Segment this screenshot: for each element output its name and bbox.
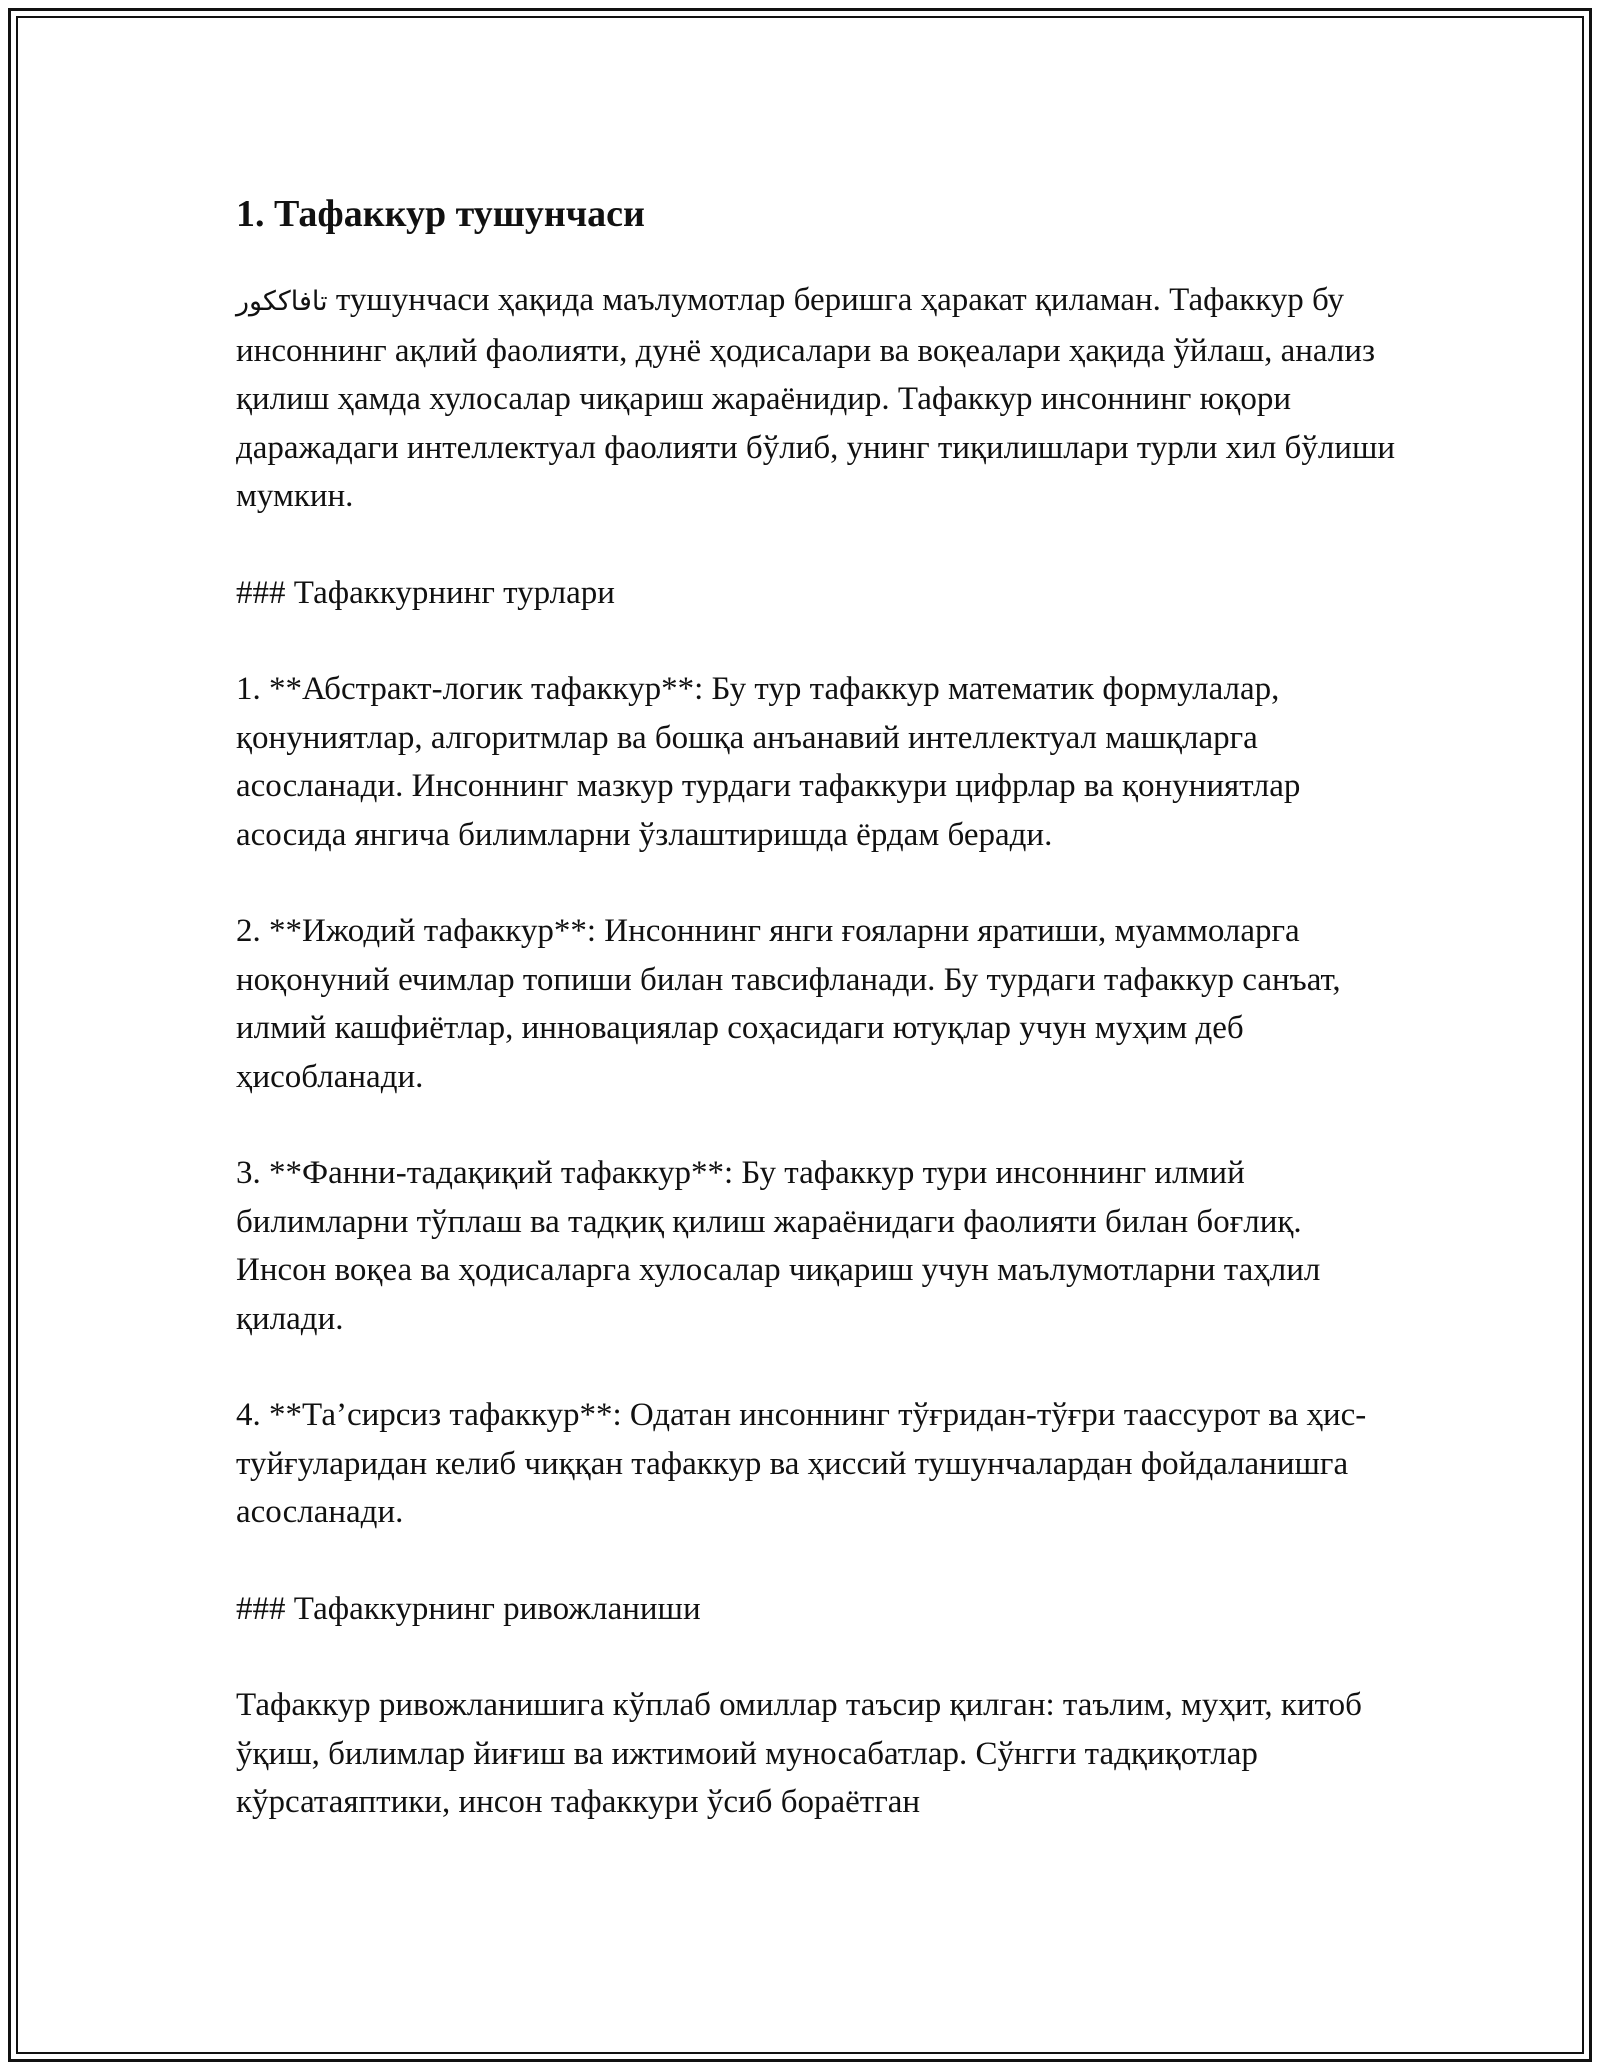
intro-paragraph <box>236 276 1396 521</box>
section-heading-development: ### Тафаккурнинг ривожланиши <box>236 1590 701 1627</box>
document-body <box>236 190 1396 1827</box>
development-paragraph: Тафаккур ривожланишига кўплаб омиллар таъсир қилган: таълим, муҳит, китоб ўқиш, билимлар йиғиш ва ижтимоий муносабатлар. Сўнгги тадқиқотлар кўрсатаяптики, инсон тафаккури ўсиб бораётган <box>236 1687 1362 1820</box>
document-title: 1. Тафаккур тушунчаси <box>236 193 645 235</box>
section-heading-types: ### Тафаккурнинг турлари <box>236 574 615 611</box>
intro-arabic-word: تافاككور <box>236 286 328 317</box>
list-item-direct: 4. **Та’сирсиз тафаккур**: Одатан инсоннинг тўғридан-тўғри таассурот ва ҳис-туйғуларидан келиб чиққан тафаккур ва ҳиссий тушунчалардан фойдаланишга асосланади. <box>236 1397 1367 1530</box>
list-item-creative: 2. **Ижодий тафаккур**: Инсоннинг янги ғояларни яратиши, муаммоларга ноқонуний ечимлар топиши билан тавсифланади. Бу турдаги тафаккур санъат, илмий кашфиётлар, инновациялар соҳасидаги ютуқлар учун муҳим деб ҳисобланади. <box>236 913 1341 1095</box>
intro-text: тушунчаси ҳақида маълумотлар беришга ҳаракат қиламан. Тафаккур бу инсоннинг ақлий фаолияти, дунё ҳодисалари ва воқеалари ҳақида ўйлаш, анализ қилиш ҳамда хулосалар чиқариш жараёнидир. Тафаккур инсоннинг юқори даражадаги интеллектуал фаолияти бўлиб, унинг тиқилишлари турли хил бўлиши мумкин. <box>236 282 1396 514</box>
list-item-abstract-logic: 1. **Абстракт-логик тафаккур**: Бу тур тафаккур математик формулалар, қонуниятлар, алгоритмлар ва бошқа анъанавий интеллектуал машқларга асосланади. Инсоннинг мазкур турдаги тафаккури цифрлар ва қонуниятлар асосида янгича билимларни ўзлаштиришда ёрдам беради. <box>236 671 1301 853</box>
list-item-scientific: 3. **Фанни-тадақиқий тафаккур**: Бу тафаккур тури инсоннинг илмий билимларни тўплаш ва тадқиқ қилиш жараёнидаги фаолияти билан боғлиқ. Инсон воқеа ва ҳодисаларга хулосалар чиқариш учун маълумотларни таҳлил қилади. <box>236 1155 1321 1337</box>
